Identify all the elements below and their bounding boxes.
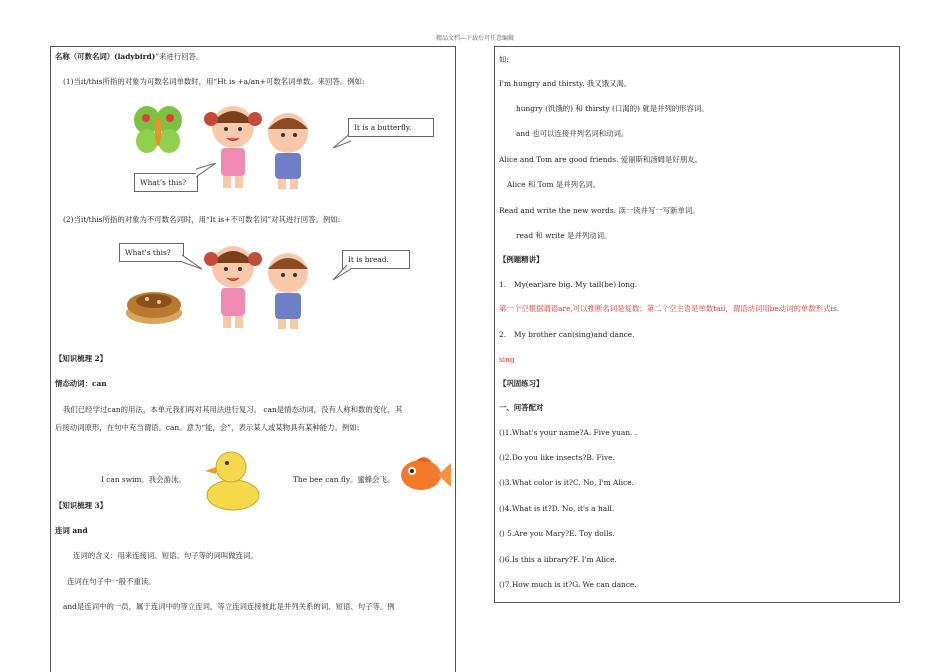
matching-item-6: ()6.Is this a library?F. I'm Alice.: [499, 555, 617, 564]
bubble-tail: [333, 265, 353, 281]
rule-1: (1)当it/this所指的对象为可数名词单数时，用“Ht is +a/an+可数名词单数。来回答。例如:: [63, 77, 365, 86]
swim-example: I can swim。我会游泳。: [101, 475, 186, 484]
matching-item-5: () 5.Are you Mary?E. Toy dolls.: [499, 529, 615, 538]
intro-line: [55, 53, 203, 60]
can-paragraph-line-1: 我们已经学过can的用法，本单元我们再对其用法进行复习。 can是情态动词，没有人称和数的变化，其: [63, 405, 403, 414]
right-line-1: 如:: [499, 55, 509, 64]
speech-bubble-bread: It is bread.: [342, 250, 410, 269]
example-1-number: 1.: [499, 280, 507, 289]
intro-bold: 名称（可数名词）(ladybird): [55, 52, 156, 61]
matching-item-2: ()2.Do you like insects?B. Five.: [499, 453, 615, 462]
bubble-tail: [182, 253, 204, 271]
example-1: My(ear)are big. My tail(be) long.: [514, 280, 638, 289]
left-panel: [50, 46, 456, 672]
example-2: My brother can(sing)and dance.: [514, 330, 635, 339]
kids-image: [203, 105, 323, 193]
can-paragraph-line-2: 后接动词原形，在句中充当谓语。can。意为“能，会”，表示某人或某物具有某种能力。例如:: [55, 423, 360, 432]
conjunction-stress: 连词在句子中一般不重读。: [67, 577, 156, 586]
page-header: 精品文档---下载后可任意编辑: [435, 35, 515, 42]
note-adjectives: hungry (饥饿的) 和 thirsty (口渴的) 就是并列的形容词。: [516, 104, 709, 113]
duck-image: [203, 447, 263, 513]
right-panel: [494, 46, 900, 603]
and-explanation: and是连词中的一员，属于连词中的等立连词，等立连词连接彼此是并列关系的词、短语、句子等。例: [63, 602, 395, 611]
conjunction-heading: 连词 and: [55, 526, 88, 535]
modal-verb-heading: 情态动词：can: [55, 379, 107, 388]
speech-bubble-butterfly: It is a butterfly.: [348, 118, 434, 137]
examples-heading: 【例题精讲】: [499, 255, 544, 264]
example-read-write: Read and write the new words. 读一读并写一写新单词。: [499, 206, 700, 215]
conjunction-definition: 连词的含义：用来连接词、短语、句子等的词叫做连词。: [73, 551, 258, 560]
rule-2: (2)当it/this所指的对象为不可数名词时，用“It is+不可数名词”对其进行回答。例如:: [63, 215, 341, 224]
butterfly-image: [133, 104, 183, 156]
matching-item-4: ()4.What is it?D. No, it's a hall.: [499, 504, 615, 513]
intro-rest: ”来进行回答。: [155, 52, 204, 61]
bubble-tail: [196, 163, 218, 179]
knowledge-heading-3: 【知识梳理 3】: [55, 501, 108, 510]
note-and-usage: and 也可以连接并列名词和动词。: [516, 129, 629, 138]
practice-heading: 【巩固练习】: [499, 379, 544, 388]
example-2-answer: sing: [499, 355, 515, 364]
matching-item-1: ()1.What's your name?A. Five yuan. .: [499, 428, 638, 437]
fly-example: The bee can fly。蜜蜂会飞。: [293, 475, 395, 484]
example-2-number: 2.: [499, 330, 507, 339]
speech-bubble-question: What's this?: [119, 243, 184, 262]
matching-item-7: ()7.How much is it?G. We can dance.: [499, 580, 637, 589]
kids-image: [203, 245, 323, 333]
note-verbs: read 和 write 是并列动词。: [516, 231, 612, 240]
bread-image: [125, 287, 183, 325]
note-nouns: Alice 和 Tom 是并列名词。: [507, 180, 601, 189]
matching-item-3: ()3.What color is it?C. No, I'm Alice.: [499, 478, 634, 487]
example-friends: Alice and Tom are good friends. 爱丽斯和汤姆是好朋友。: [499, 155, 702, 164]
knowledge-heading-2: 【知识梳理 2】: [55, 354, 108, 363]
fish-image: [394, 453, 452, 497]
example-hungry: I'm hungry and thirsty. 我又饿又渴。: [499, 79, 632, 88]
example-1-explanation: 第一个空根据谓语are,可以推断名词是复数；第二个空主语是单数tail，谓语动词用be动词的单数形式is.: [499, 304, 840, 313]
speech-bubble-question: What’s this?: [134, 173, 198, 192]
matching-heading: 一、问答配对: [499, 403, 544, 412]
